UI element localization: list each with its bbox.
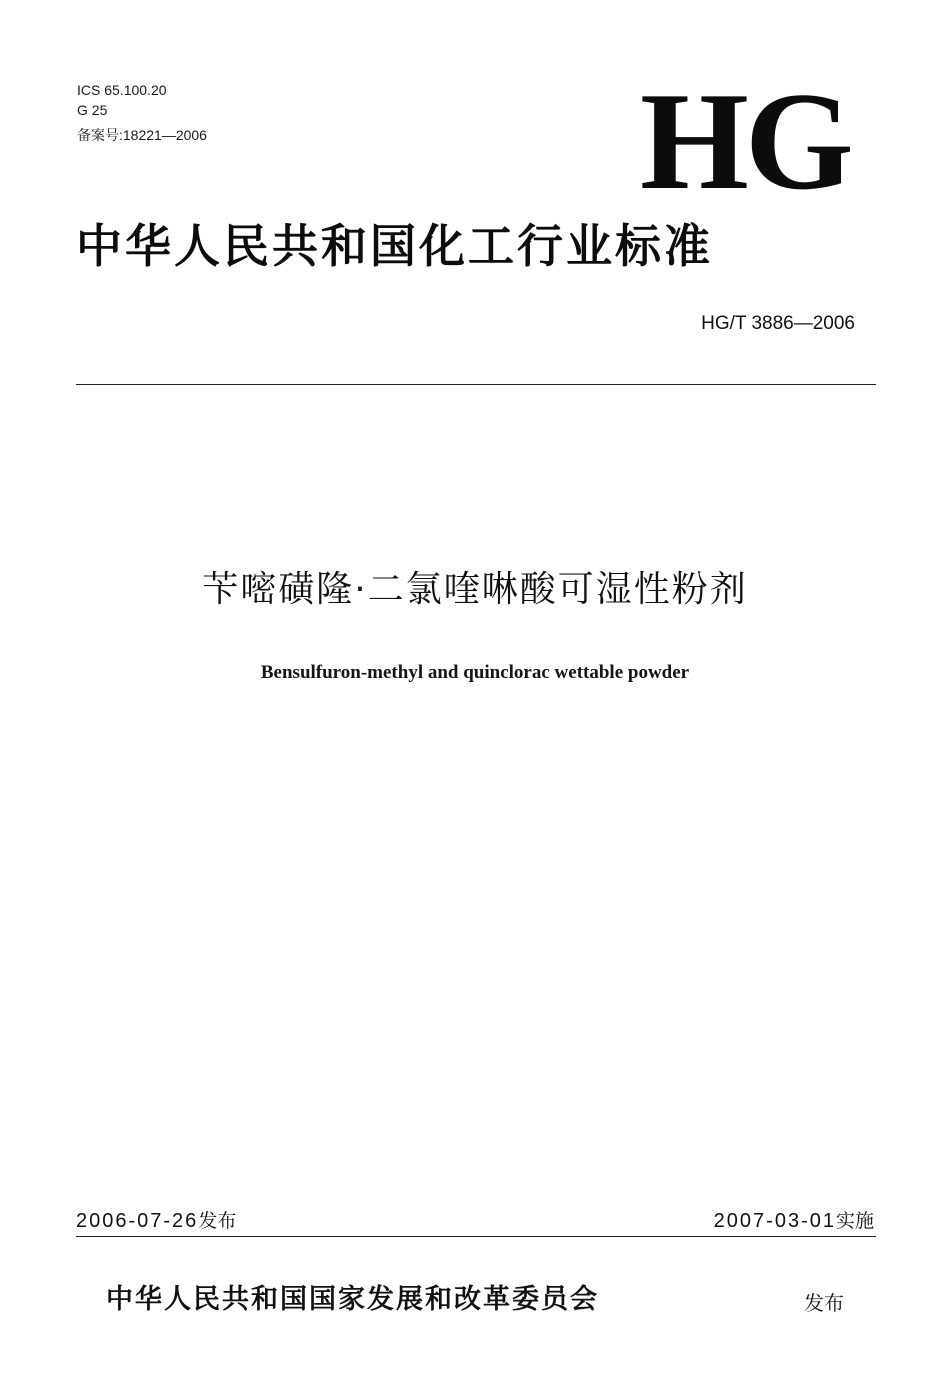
issue-label: 发布 (198, 1210, 237, 1232)
standard-number: HG/T 3886—2006 (701, 313, 855, 334)
standard-type-heading: 中华人民共和国化工行业标准 (76, 219, 713, 273)
bottom-divider (76, 1236, 876, 1237)
implementation-label: 实施 (835, 1210, 874, 1232)
issue-date: 2006-07-26 (76, 1210, 199, 1232)
implementation-date: 2007-03-01 (713, 1210, 836, 1232)
record-number: 备案号:18221—2006 (77, 127, 207, 143)
document-title-english: Bensulfuron-methyl and quinclorac wettable powder (260, 662, 690, 683)
issue-date-line (76, 1208, 236, 1234)
implementation-date-line (714, 1208, 874, 1234)
issuer-action-label: 发布 (804, 1291, 844, 1315)
ics-code: ICS 65.100.20 (77, 82, 167, 98)
ccs-code: G 25 (77, 102, 108, 118)
document-title-chinese: 苄嘧磺隆·二氯喹啉酸可湿性粉剂 (202, 569, 748, 610)
issuing-authority: 中华人民共和国国家发展和改革委员会 (106, 1284, 599, 1315)
top-divider (76, 384, 876, 385)
hg-logo: HG (640, 64, 850, 219)
